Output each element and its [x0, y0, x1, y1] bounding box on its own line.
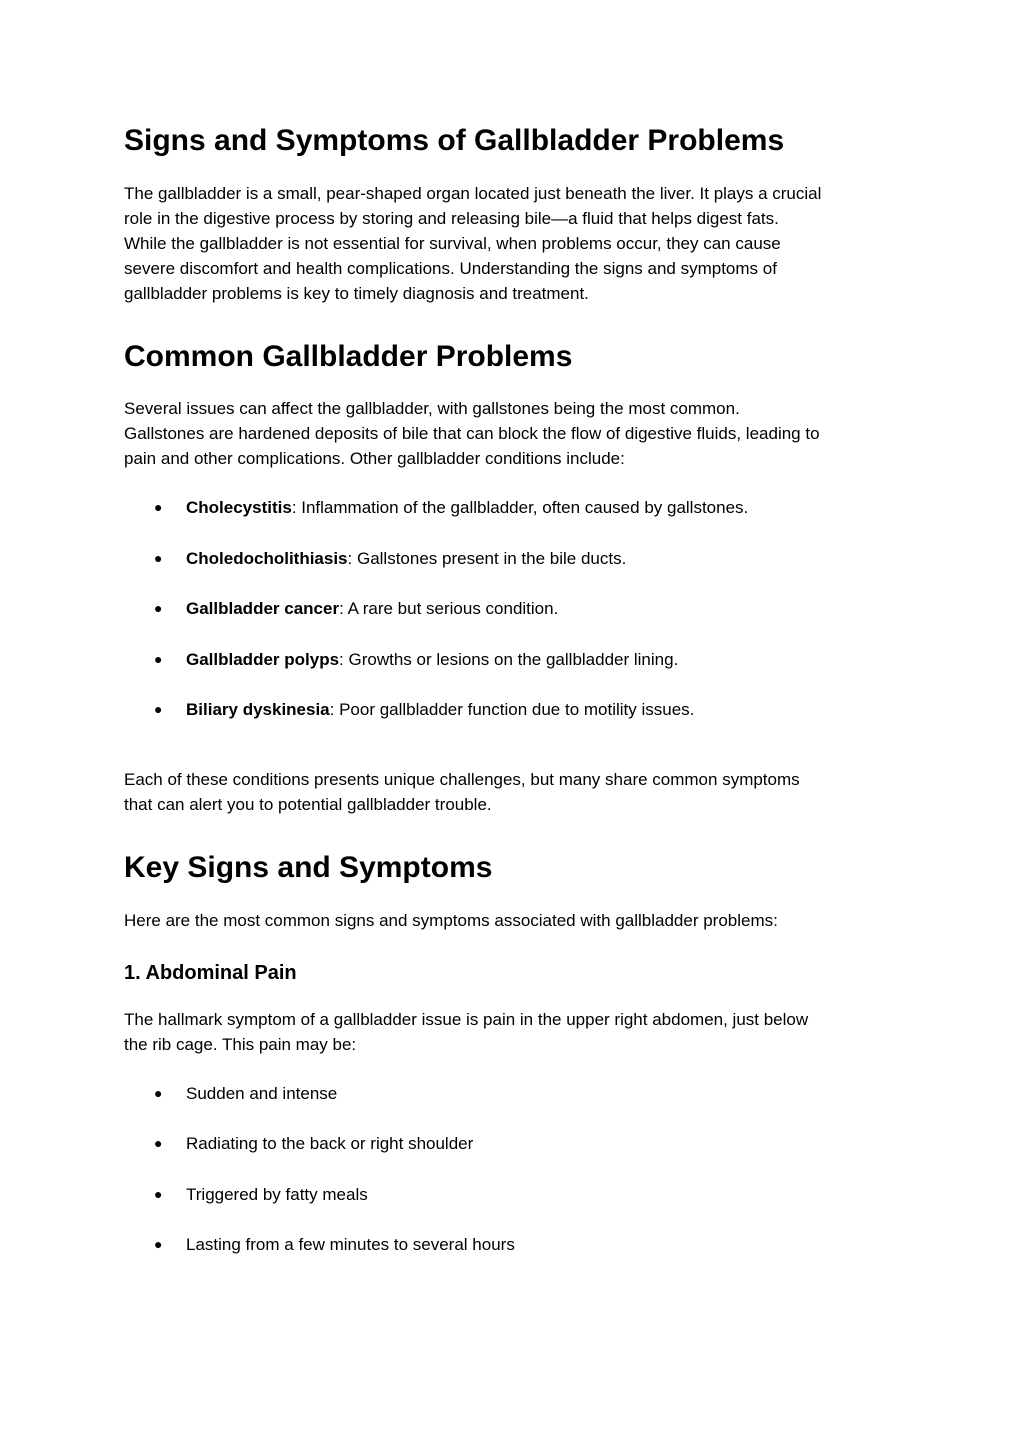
bullet-icon: ● [154, 1085, 163, 1101]
paragraph-line: The hallmark symptom of a gallbladder issue is pain in the upper right abdomen, just below [124, 1010, 809, 1029]
list-item-text: Triggered by fatty meals [186, 1185, 368, 1204]
condition-term: Gallbladder polyps [186, 650, 340, 669]
paragraph-line: Several issues can affect the gallbladder, with gallstones being the most common. [124, 399, 740, 418]
list-item-text [186, 697, 694, 722]
condition-description: : Gallstones present in the bile ducts. [347, 549, 627, 568]
bullet-icon: ● [154, 1135, 163, 1151]
document-title: Signs and Symptoms of Gallbladder Problems [124, 124, 785, 157]
common-problems-paragraph [124, 396, 914, 471]
list-item-text: Radiating to the back or right shoulder [186, 1134, 474, 1153]
list-item-text [186, 596, 558, 621]
condition-term: Cholecystitis [186, 498, 292, 517]
list-item-text: Lasting from a few minutes to several hours [186, 1235, 515, 1254]
intro-line: role in the digestive process by storing and releasing bile—a fluid that helps digest fats. [124, 209, 779, 228]
condition-description: : Inflammation of the gallbladder, often caused by gallstones. [291, 498, 749, 517]
abdominal-pain-heading: 1. Abdominal Pain [124, 962, 297, 984]
paragraph-line: Each of these conditions presents unique challenges, but many share common symptoms [124, 770, 800, 789]
list-item-text: Sudden and intense [186, 1084, 338, 1103]
condition-description: : Growths or lesions on the gallbladder lining. [339, 650, 679, 669]
condition-description: : A rare but serious condition. [339, 599, 559, 618]
common-problems-heading: Common Gallbladder Problems [124, 340, 573, 373]
bullet-icon: ● [154, 499, 163, 515]
conditions-closing-paragraph [124, 767, 914, 817]
intro-line: severe discomfort and health complications. Understanding the signs and symptoms of [124, 259, 777, 278]
condition-description: : Poor gallbladder function due to motility issues. [329, 700, 695, 719]
list-item-text [186, 647, 678, 672]
bullet-icon: ● [154, 600, 163, 616]
paragraph-line: pain and other complications. Other gallbladder conditions include: [124, 449, 625, 468]
list-item-text [186, 546, 626, 571]
bullet-icon: ● [154, 550, 163, 566]
bullet-icon: ● [154, 1186, 163, 1202]
intro-line: While the gallbladder is not essential for survival, when problems occur, they can cause [124, 234, 781, 253]
paragraph-line: that can alert you to potential gallbladder trouble. [124, 795, 492, 814]
key-signs-heading: Key Signs and Symptoms [124, 851, 493, 884]
paragraph-line: Gallstones are hardened deposits of bile that can block the flow of digestive fluids, leading to [124, 424, 820, 443]
condition-term: Biliary dyskinesia [186, 700, 330, 719]
intro-paragraph [124, 181, 914, 306]
intro-line: gallbladder problems is key to timely diagnosis and treatment. [124, 284, 589, 303]
bullet-icon: ● [154, 701, 163, 717]
key-signs-intro: Here are the most common signs and symptoms associated with gallbladder problems: [124, 911, 778, 930]
abdominal-pain-paragraph [124, 1007, 914, 1057]
bullet-icon: ● [154, 1236, 163, 1252]
paragraph-line: the rib cage. This pain may be: [124, 1035, 357, 1054]
list-item-text [186, 495, 748, 520]
condition-term: Gallbladder cancer [186, 599, 340, 618]
bullet-icon: ● [154, 651, 163, 667]
intro-line: The gallbladder is a small, pear-shaped organ located just beneath the liver. It plays a crucial [124, 184, 822, 203]
condition-term: Choledocholithiasis [186, 549, 348, 568]
